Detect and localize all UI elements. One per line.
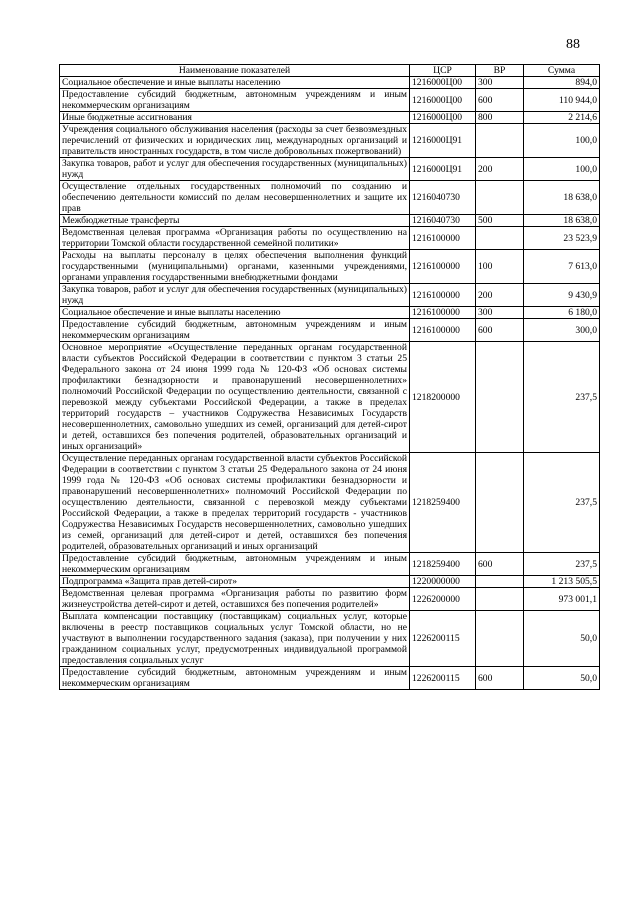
cell-vr xyxy=(476,453,524,553)
cell-sum: 237,5 xyxy=(524,553,600,576)
table-row xyxy=(60,89,600,112)
cell-sum: 1 213 505,5 xyxy=(524,576,600,588)
cell-csr: 1216000Ц00 xyxy=(410,89,476,112)
cell-csr: 1216000Ц00 xyxy=(410,112,476,124)
cell-name: Закупка товаров, работ и услуг для обеспечения государственных (муниципальных) нужд xyxy=(60,158,410,181)
cell-sum: 2 214,6 xyxy=(524,112,600,124)
cell-vr xyxy=(476,342,524,453)
cell-csr: 1216100000 xyxy=(410,284,476,307)
table-row xyxy=(60,77,600,89)
table-row xyxy=(60,588,600,611)
cell-csr: 1216000Ц91 xyxy=(410,158,476,181)
cell-sum: 300,0 xyxy=(524,319,600,342)
table-row xyxy=(60,215,600,227)
cell-name: Социальное обеспечение и иные выплаты населению xyxy=(60,307,410,319)
cell-name: Предоставление субсидий бюджетным, автономным учреждениям и иным некоммерческим организациям xyxy=(60,553,410,576)
cell-sum: 110 944,0 xyxy=(524,89,600,112)
cell-vr: 200 xyxy=(476,158,524,181)
cell-name: Закупка товаров, работ и услуг для обеспечения государственных (муниципальных) нужд xyxy=(60,284,410,307)
table-row xyxy=(60,284,600,307)
cell-vr xyxy=(476,576,524,588)
cell-sum: 894,0 xyxy=(524,77,600,89)
cell-csr: 1216100000 xyxy=(410,307,476,319)
cell-name: Основное мероприятие «Осуществление переданных органам государственной власти субъектов Российской Федерации в соответствии с пунктом 3 статьи 25 Федерального закона от 24 июня 1999 года № 120-ФЗ «Об основах системы профилактики безнадзорности и правонарушений несовершеннолетних» полномочий Российской Федерации по осуществлению деятельности, связанной с перевозкой между субъектами Российской Федерации, а также в пределах территорий государств – участников Содружества Независимых Государств несовершеннолетних, самовольно ушедших из семей, организаций для детей-сирот и детей, оставшихся без попечения родителей, образовательных организаций и иных организаций» xyxy=(60,342,410,453)
cell-name: Осуществление отдельных государственных полномочий по созданию и обеспечению деятельности комиссий по делам несовершеннолетних и защите их прав xyxy=(60,181,410,215)
cell-sum: 18 638,0 xyxy=(524,215,600,227)
cell-csr: 1218259400 xyxy=(410,553,476,576)
cell-sum: 973 001,1 xyxy=(524,588,600,611)
cell-name: Межбюджетные трансферты xyxy=(60,215,410,227)
cell-name: Подпрограмма «Защита прав детей-сирот» xyxy=(60,576,410,588)
table-row xyxy=(60,250,600,284)
table-row xyxy=(60,553,600,576)
table-row xyxy=(60,307,600,319)
table-row xyxy=(60,576,600,588)
cell-csr: 1226200000 xyxy=(410,588,476,611)
cell-sum: 237,5 xyxy=(524,342,600,453)
cell-vr: 500 xyxy=(476,215,524,227)
cell-sum: 9 430,9 xyxy=(524,284,600,307)
cell-vr: 600 xyxy=(476,319,524,342)
cell-vr xyxy=(476,124,524,158)
cell-name: Ведомственная целевая программа «Организация работы по развитию форм жизнеустройства детей-сирот и детей, оставшихся без попечения родителей» xyxy=(60,588,410,611)
cell-vr: 600 xyxy=(476,553,524,576)
cell-csr: 1226200115 xyxy=(410,667,476,690)
cell-name: Предоставление субсидий бюджетным, автономным учреждениям и иным некоммерческим организациям xyxy=(60,319,410,342)
cell-name: Учреждения социального обслуживания населения (расходы за счет безвозмездных перечислений от физических и юридических лиц, международных организаций и правительств иностранных государств, в том числе добровольных пожертвований) xyxy=(60,124,410,158)
cell-csr: 1216100000 xyxy=(410,250,476,284)
cell-name: Осуществление переданных органам государственной власти субъектов Российской Федерации в соответствии с пунктом 3 статьи 25 Федерального закона от 24 июня 1999 года № 120-ФЗ «Об основах системы профилактики безнадзорности и правонарушений несовершеннолетних» полномочий Российской Федерации по осуществлению деятельности, связанной с перевозкой между субъектами Российской Федерации, а также в пределах территорий государств - участников Содружества Независимых Государств несовершеннолетних, самовольно ушедших из семей, организаций для детей-сирот и детей, оставшихся без попечения родителей, образовательных организаций и иных организаций xyxy=(60,453,410,553)
table-row xyxy=(60,124,600,158)
cell-name: Ведомственная целевая программа «Организация работы по осуществлению на территории Томской области государственной семейной политики» xyxy=(60,227,410,250)
cell-sum: 100,0 xyxy=(524,158,600,181)
table-row xyxy=(60,667,600,690)
table-row xyxy=(60,158,600,181)
table-row xyxy=(60,227,600,250)
header-name: Наименование показателей xyxy=(60,65,410,77)
cell-vr: 600 xyxy=(476,667,524,690)
cell-vr xyxy=(476,588,524,611)
table-row xyxy=(60,453,600,553)
cell-sum: 237,5 xyxy=(524,453,600,553)
cell-csr: 1226200115 xyxy=(410,611,476,667)
cell-csr: 1216040730 xyxy=(410,215,476,227)
cell-csr: 1216100000 xyxy=(410,319,476,342)
cell-csr: 1216000Ц00 xyxy=(410,77,476,89)
cell-vr: 100 xyxy=(476,250,524,284)
cell-vr xyxy=(476,611,524,667)
cell-name: Предоставление субсидий бюджетным, автономным учреждениям и иным некоммерческим организациям xyxy=(60,89,410,112)
cell-vr xyxy=(476,227,524,250)
cell-vr: 800 xyxy=(476,112,524,124)
cell-name: Предоставление субсидий бюджетным, автономным учреждениям и иным некоммерческим организациям xyxy=(60,667,410,690)
cell-csr: 1216100000 xyxy=(410,227,476,250)
cell-sum: 50,0 xyxy=(524,667,600,690)
header-vr: ВР xyxy=(476,65,524,77)
table-row xyxy=(60,112,600,124)
page-number: 88 xyxy=(566,37,580,52)
table-row xyxy=(60,342,600,453)
cell-vr: 300 xyxy=(476,307,524,319)
table-row xyxy=(60,611,600,667)
cell-sum: 50,0 xyxy=(524,611,600,667)
cell-csr: 1216000Ц91 xyxy=(410,124,476,158)
cell-name: Социальное обеспечение и иные выплаты населению xyxy=(60,77,410,89)
table-header-row xyxy=(60,65,600,77)
cell-vr: 200 xyxy=(476,284,524,307)
cell-name: Иные бюджетные ассигнования xyxy=(60,112,410,124)
cell-vr: 600 xyxy=(476,89,524,112)
cell-vr: 300 xyxy=(476,77,524,89)
cell-name: Расходы на выплаты персоналу в целях обеспечения выполнения функций государственными (муниципальными) органами, казенными учреждениями, органами управления государственными внебюджетными фондами xyxy=(60,250,410,284)
table-row xyxy=(60,319,600,342)
cell-csr: 1220000000 xyxy=(410,576,476,588)
cell-sum: 100,0 xyxy=(524,124,600,158)
table-row xyxy=(60,181,600,215)
cell-name: Выплата компенсации поставщику (поставщикам) социальных услуг, которые включены в реестр поставщиков социальных услуг Томской области, но не участвуют в выполнении государственного задания (заказа), при получении у них гражданином социальных услуг, предусмотренных индивидуальной программой предоставления социальных услуг xyxy=(60,611,410,667)
header-sum: Сумма xyxy=(524,65,600,77)
budget-table xyxy=(59,64,600,690)
cell-sum: 6 180,0 xyxy=(524,307,600,319)
cell-sum: 23 523,9 xyxy=(524,227,600,250)
cell-csr: 1218259400 xyxy=(410,453,476,553)
cell-csr: 1218200000 xyxy=(410,342,476,453)
header-csr: ЦСР xyxy=(410,65,476,77)
cell-csr: 1216040730 xyxy=(410,181,476,215)
cell-sum: 7 613,0 xyxy=(524,250,600,284)
cell-sum: 18 638,0 xyxy=(524,181,600,215)
cell-vr xyxy=(476,181,524,215)
